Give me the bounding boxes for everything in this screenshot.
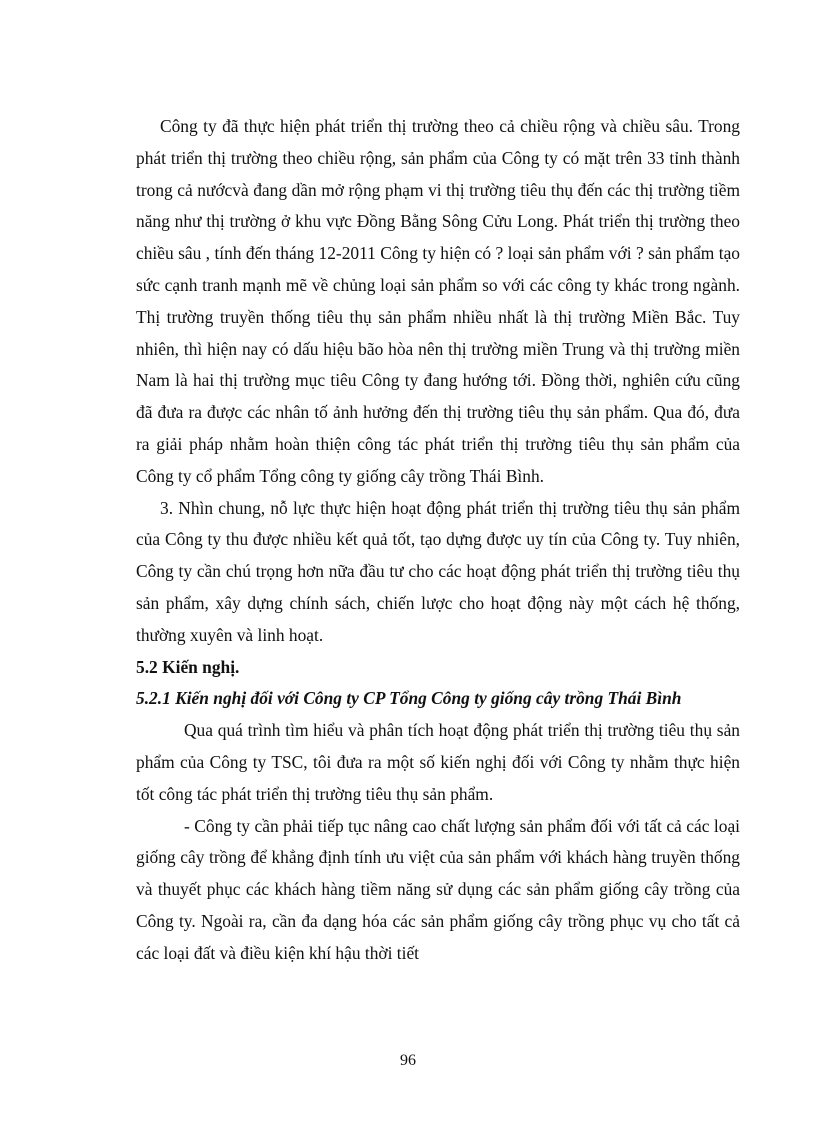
- paragraph-recommendation-quality: - Công ty cần phải tiếp tục nâng cao chất lượng sản phẩm đối với tất cả các loại giống cây trồng để khẳng định tính ưu việt của sản phẩm với khách hàng truyền thống và thuyết phục các khách hàng tiềm năng sử dụng các sản phẩm giống cây trồng của Công ty. Ngoài ra, cần đa dạng hóa các sản phẩm giống cây trồng phục vụ cho tất cả các loại đất và điều kiện khí hậu thời tiết: [136, 815, 740, 963]
- body-text: [136, 111, 740, 970]
- paragraph-recommendation-intro: Qua quá trình tìm hiểu và phân tích hoạt động phát triển thị trường tiêu thụ sản phẩm của Công ty TSC, tôi đưa ra một số kiến nghị đối với Công ty nhằm thực hiện tốt công tác phát triển thị trường tiêu thụ sản phẩm.: [136, 720, 740, 804]
- page-number: 96: [400, 1052, 416, 1069]
- section-heading: 5.2 Kiến nghị.: [136, 656, 240, 677]
- subsection-heading: 5.2.1 Kiến nghị đối với Công ty CP Tổng Công ty giống cây trồng Thái Bình: [136, 688, 682, 709]
- paragraph-market-development: Công ty đã thực hiện phát triển thị trường theo cả chiều rộng và chiều sâu. Trong phát triển thị trường theo chiều rộng, sản phẩm của Công ty có mặt trên 33 tỉnh thành trong cả nướcvà đang dần mở rộng phạm vi thị trường tiêu thụ đến các thị trường tiềm năng như thị trường ở khu vực Đồng Bằng Sông Cửu Long. Phát triển thị trường theo chiều sâu , tính đến tháng 12-2011 Công ty hiện có ? loại sản phẩm với ? sản phẩm tạo sức cạnh tranh mạnh mẽ về chủng loại sản phẩm so với các công ty khác trong ngành. Thị trường truyền thống tiêu thụ sản phẩm nhiều nhất là thị trường Miền Bắc. Tuy nhiên, thì hiện nay có dấu hiệu bão hòa nên thị trường miền Trung và thị trường miền Nam là hai thị trường mục tiêu Công ty đang hướng tới. Đồng thời, nghiên cứu cũng đã đưa ra được các nhân tố ảnh hưởng đến thị trường tiêu thụ sản phẩm. Qua đó, đưa ra giải pháp nhằm hoàn thiện công tác phát triển thị trường tiêu thụ sản phẩm của Công ty cổ phẩm Tổng công ty giống cây trồng Thái Bình.: [136, 116, 740, 486]
- paragraph-conclusion-3: 3. Nhìn chung, nỗ lực thực hiện hoạt động phát triển thị trường tiêu thụ sản phẩm của Công ty thu được nhiều kết quả tốt, tạo dựng được uy tín của Công ty. Tuy nhiên, Công ty cần chú trọng hơn nữa đầu tư cho các hoạt động phát triển thị trường tiêu thụ sản phẩm, xây dựng chính sách, chiến lược cho hoạt động này một cách hệ thống, thường xuyên và linh hoạt.: [136, 497, 740, 645]
